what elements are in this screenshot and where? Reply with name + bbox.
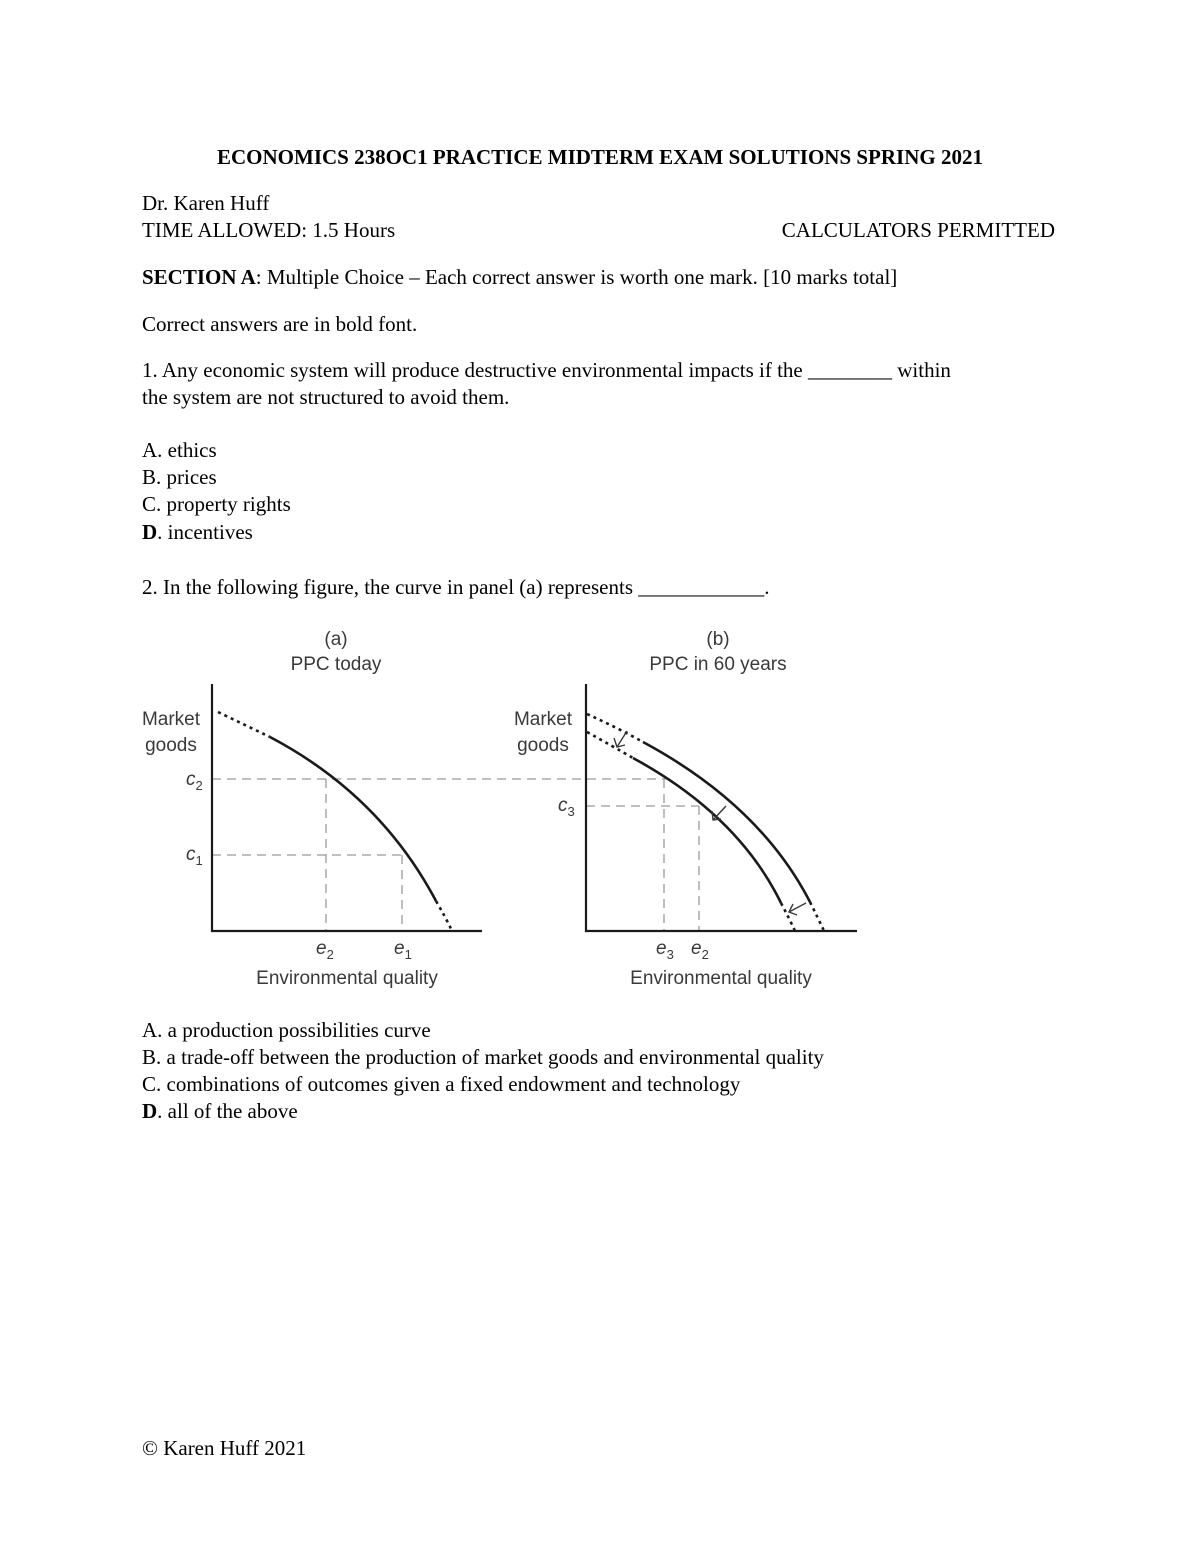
- section-description: : Multiple Choice – Each correct answer is worth one mark. [10 marks total]: [255, 265, 898, 289]
- question-2-option-b: B. a trade-off between the production of market goods and environmental quality: [142, 1045, 824, 1069]
- ppc-today-outer-dotted-bottom: [810, 902, 824, 931]
- question-2-option-d: D. all of the above: [142, 1099, 298, 1123]
- ppc-today-dotted-top: [218, 712, 270, 737]
- panel-b-letter: (b): [706, 629, 730, 650]
- shift-arrow-top: [614, 731, 627, 747]
- panel-a-tick-c1: $c_1$: [186, 844, 203, 868]
- footer-copyright: © Karen Huff 2021: [142, 1436, 307, 1460]
- panel-b-axes: [586, 684, 857, 931]
- question-1-option-c: C. property rights: [142, 492, 291, 516]
- question-1-stem-line-1: 1. Any economic system will produce destructive environmental impacts if the ________ within: [142, 358, 951, 382]
- panel-a-ylabel-line-1: Market: [141, 709, 201, 730]
- calculators-note: CALCULATORS PERMITTED: [781, 218, 1055, 242]
- ppc-today-dotted-bottom: [436, 901, 452, 931]
- panel-b-xlabel: Environmental quality: [630, 968, 812, 989]
- panel-b-tick-c3: $c_3$: [558, 795, 575, 819]
- panel-a-ylabel-line-2: goods: [145, 735, 197, 756]
- question-1-option-a: A. ethics: [142, 438, 217, 462]
- panel-b-ylabel-line-1: Market: [513, 709, 573, 730]
- shift-arrow-bottom: [789, 903, 806, 915]
- question-2-option-c: C. combinations of outcomes given a fixed endowment and technology: [142, 1072, 741, 1096]
- question-1-option-b: B. prices: [142, 465, 217, 489]
- ppc-future-dotted-bottom: [781, 903, 795, 931]
- panel-b-title: PPC in 60 years: [649, 654, 787, 675]
- panel-a-axes: [212, 684, 482, 931]
- section-label: SECTION A: [142, 265, 256, 289]
- panel-b-tick-e2: $e_2$: [691, 938, 709, 962]
- panel-b-tick-e3: $e_3$: [656, 938, 674, 962]
- panel-a-title: PPC today: [290, 654, 382, 675]
- question-1-option-d: D. incentives: [142, 520, 253, 544]
- ppc-today-curve: [270, 737, 436, 901]
- panel-a-tick-c2: $c_2$: [186, 769, 203, 793]
- panel-a-tick-e1: $e_1$: [394, 938, 412, 962]
- panel-b-ylabel-line-2: goods: [517, 735, 569, 756]
- section-heading: [142, 264, 897, 290]
- ppc-today-outer-curve: [643, 742, 810, 902]
- question-2-option-a: A. a production possibilities curve: [142, 1018, 431, 1042]
- page-title: ECONOMICS 238OC1 PRACTICE MIDTERM EXAM SOLUTIONS SPRING 2021: [217, 145, 983, 169]
- question-1-stem-line-2: the system are not structured to avoid them.: [142, 385, 510, 409]
- instructor-name: Dr. Karen Huff: [142, 191, 270, 215]
- ppc-future-dotted-top: [587, 732, 633, 758]
- panel-a-tick-e2: $e_2$: [316, 938, 334, 962]
- question-2-stem: 2. In the following figure, the curve in panel (a) represents ____________.: [142, 575, 770, 599]
- answer-note: Correct answers are in bold font.: [142, 312, 418, 336]
- panel-a-xlabel: Environmental quality: [256, 968, 438, 989]
- time-allowed: TIME ALLOWED: 1.5 Hours: [142, 218, 396, 242]
- panel-a-letter: (a): [324, 629, 348, 650]
- ppc-figure: [0, 610, 1200, 1000]
